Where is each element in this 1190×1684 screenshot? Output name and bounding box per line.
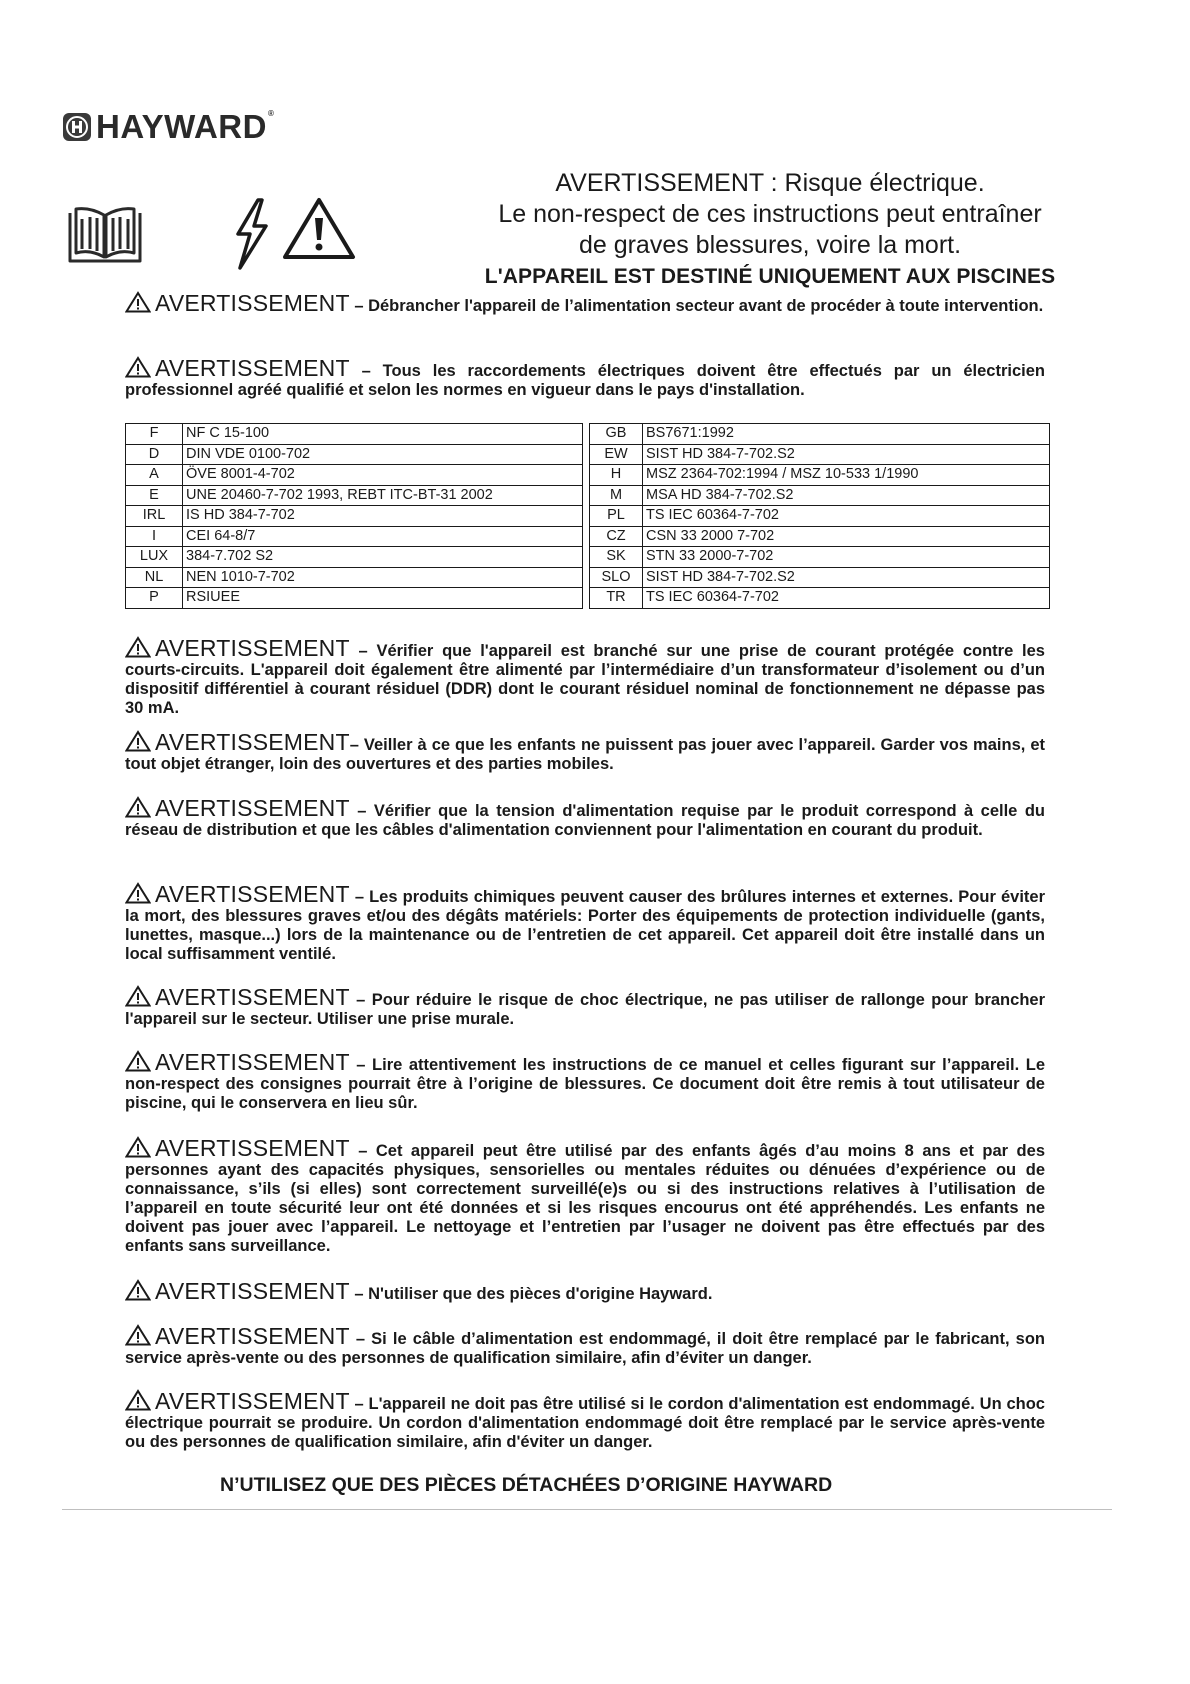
warning-1 — [125, 636, 1045, 718]
warning-icon — [125, 291, 151, 313]
header-line-1: AVERTISSEMENT : Risque électrique. — [555, 169, 985, 197]
table-gap — [583, 588, 590, 609]
warning-icon — [125, 882, 151, 904]
country-code-cell: SK — [590, 547, 643, 568]
country-code-cell: H — [590, 465, 643, 486]
warning-10 — [125, 1389, 1045, 1452]
warning-text: – Débrancher l'appareil de l’alimentation secteur avant de procéder à toute intervention. — [349, 297, 1044, 315]
standard-cell: NF C 15-100 — [183, 424, 583, 445]
table-gap — [583, 526, 590, 547]
warning-5 — [125, 985, 1045, 1029]
warning-icon — [125, 1050, 151, 1072]
warning-text: – Lire attentivement les instructions de ce manuel et celles figurant sur l’appareil. Le non-respect des consignes pourrait être à l’origine de blessures. Ce document doit être remis à tout utilisateur de piscine, qui le conservera en lieu sûr. — [125, 1056, 1045, 1112]
warning-text: – Les produits chimiques peuvent causer des brûlures internes et externes. Pour éviter la mort, des blessures graves et/ou des dégâts matériels: Porter des équipements de protection individuelle (gants, lunettes, masque...) lors de la maintenance ou de l’entretien de cet appareil. Cet appareil doit être installé dans un local suffisamment ventilé. — [125, 888, 1045, 963]
table-gap — [583, 547, 590, 568]
warning-keyword: AVERTISSEMENT — [155, 795, 350, 821]
standard-cell: NEN 1010-7-702 — [183, 567, 583, 588]
warning-top-1 — [125, 291, 1045, 316]
warning-text: – Pour réduire le risque de choc électrique, ne pas utiliser de rallonge pour brancher l'appareil sur le secteur. Utiliser une prise murale. — [125, 991, 1045, 1028]
table-gap — [583, 424, 590, 445]
warning-keyword: AVERTISSEMENT — [155, 1135, 350, 1161]
warning-keyword: AVERTISSEMENT — [155, 1278, 350, 1304]
standard-cell: TS IEC 60364-7-702 — [643, 588, 1050, 609]
footer-note: N’UTILISEZ QUE DES PIÈCES DÉTACHÉES D’ORIGINE HAYWARD — [220, 1474, 833, 1496]
warning-keyword: AVERTISSEMENT — [155, 355, 350, 381]
country-code-cell: F — [126, 424, 183, 445]
table-row — [126, 506, 1050, 527]
warning-text: – Cet appareil peut être utilisé par des enfants âgés d’au moins 8 ans et par des personnes ayant des capacités physiques, sensorielles ou mentales réduites ou dénuées d’expérience ou de connaissance, s’ils (si elles) sont correctement surveillé(e)s ou si des instructions relatives à l’utilisation de l’appareil en toute sécurité leur ont été données et si les risques encourus ont été appréhendés. Les enfants ne doivent pas jouer avec l’appareil. Le nettoyage et l’entretien par l’usager ne doivent pas être effectués par des enfants sans surveillance. — [125, 1142, 1045, 1255]
warning-icon — [125, 1136, 151, 1158]
book-icon — [66, 205, 144, 267]
standard-cell: MSA HD 384-7-702.S2 — [643, 485, 1050, 506]
warning-7 — [125, 1136, 1045, 1256]
country-code-cell: TR — [590, 588, 643, 609]
warning-text: – Si le câble d’alimentation est endommagé, il doit être remplacé par le fabricant, son service après-vente ou des personnes de qualification similaire, afin d’éviter un danger. — [125, 1330, 1045, 1367]
warning-keyword: AVERTISSEMENT — [155, 1388, 350, 1414]
standard-cell: UNE 20460-7-702 1993, REBT ITC-BT-31 2002 — [183, 485, 583, 506]
warning-icon — [125, 796, 151, 818]
header-subtitle: L'APPAREIL EST DESTINÉ UNIQUEMENT AUX PISCINES — [484, 265, 1056, 288]
warning-keyword: AVERTISSEMENT — [155, 290, 350, 316]
warning-4 — [125, 882, 1045, 964]
lightning-bolt-icon — [232, 198, 272, 272]
standard-cell: RSIUEE — [183, 588, 583, 609]
table-row — [126, 526, 1050, 547]
warning-text: – Vérifier que l'appareil est branché sur une prise de courant protégée contre les courts-circuits. L'appareil doit également être alimenté par l’intermédiaire d’un transformateur d’isolement ou d’un dispositif différentiel à courant résiduel (DDR) dont le courant résiduel nominal de fonctionnement ne dépasse pas 30 mA. — [125, 642, 1045, 717]
warning-icon — [125, 356, 151, 378]
country-code-cell: LUX — [126, 547, 183, 568]
table-row — [126, 485, 1050, 506]
country-code-cell: IRL — [126, 506, 183, 527]
country-code-cell: EW — [590, 444, 643, 465]
header — [420, 168, 1120, 291]
warning-9 — [125, 1324, 1045, 1368]
standard-cell: SIST HD 384-7-702.S2 — [643, 444, 1050, 465]
warning-keyword: AVERTISSEMENT — [155, 1323, 350, 1349]
table-row — [126, 444, 1050, 465]
norms-table — [125, 423, 1050, 609]
warning-icon — [125, 1389, 151, 1411]
table-gap — [583, 567, 590, 588]
warning-text: – Tous les raccordements électriques doivent être effectués par un électricien professionnel agréé qualifié et selon les normes en vigueur dans le pays d'installation. — [125, 362, 1045, 399]
warning-2 — [125, 730, 1045, 774]
table-row — [126, 424, 1050, 445]
table-gap — [583, 444, 590, 465]
table-gap — [583, 465, 590, 486]
warning-icon — [125, 1324, 151, 1346]
warning-text: – L'appareil ne doit pas être utilisé si le cordon d'alimentation est endommagé. Un choc électrique pourrait se produire. Un cordon d'alimentation endommagé doit être remplacé par le service après-vente ou des personnes de qualification similaire, afin d'éviter un danger. — [125, 1395, 1045, 1451]
country-code-cell: P — [126, 588, 183, 609]
warning-top-2 — [125, 356, 1045, 400]
country-code-cell: CZ — [590, 526, 643, 547]
country-code-cell: D — [126, 444, 183, 465]
standard-cell: TS IEC 60364-7-702 — [643, 506, 1050, 527]
standard-cell: STN 33 2000-7-702 — [643, 547, 1050, 568]
table-row — [126, 567, 1050, 588]
country-code-cell: GB — [590, 424, 643, 445]
country-code-cell: A — [126, 465, 183, 486]
country-code-cell: PL — [590, 506, 643, 527]
standard-cell: MSZ 2364-702:1994 / MSZ 10-533 1/1990 — [643, 465, 1050, 486]
table-row — [126, 588, 1050, 609]
page-divider — [62, 1509, 1112, 1510]
warning-keyword: AVERTISSEMENT — [155, 984, 350, 1010]
brand-name: HAYWARD® — [96, 108, 275, 145]
country-code-cell: SLO — [590, 567, 643, 588]
warning-icon — [125, 1279, 151, 1301]
warning-icon — [125, 985, 151, 1007]
standard-cell: CEI 64-8/7 — [183, 526, 583, 547]
warning-keyword: AVERTISSEMENT — [155, 635, 350, 661]
country-code-cell: M — [590, 485, 643, 506]
table-row — [126, 547, 1050, 568]
standard-cell: ÖVE 8001-4-702 — [183, 465, 583, 486]
warning-keyword: AVERTISSEMENT — [155, 729, 350, 755]
hayward-logo — [62, 110, 274, 143]
warning-text: – Vérifier que la tension d'alimentation requise par le produit correspond à celle du réseau de distribution et que les câbles d'alimentation conviennent pour l'alimentation en courant du produit. — [125, 802, 1045, 839]
warning-8 — [125, 1279, 1045, 1304]
country-code-cell: I — [126, 526, 183, 547]
header-line-2: Le non-respect de ces instructions peut entraîner — [498, 200, 1042, 228]
warning-keyword: AVERTISSEMENT — [155, 1049, 350, 1075]
country-code-cell: E — [126, 485, 183, 506]
header-line-3: de graves blessures, voire la mort. — [578, 231, 962, 259]
warning-icon — [125, 730, 151, 752]
warning-keyword: AVERTISSEMENT — [155, 881, 350, 907]
warning-text: – Veiller à ce que les enfants ne puissent pas jouer avec l’appareil. Garder vos mains, et tout objet étranger, loin des ouvertures et des parties mobiles. — [125, 736, 1045, 773]
standard-cell: IS HD 384-7-702 — [183, 506, 583, 527]
warning-icon — [125, 636, 151, 658]
warning-triangle-icon — [282, 196, 356, 260]
standard-cell: 384-7.702 S2 — [183, 547, 583, 568]
standard-cell: CSN 33 2000 7-702 — [643, 526, 1050, 547]
standard-cell: BS7671:1992 — [643, 424, 1050, 445]
country-code-cell: NL — [126, 567, 183, 588]
hayward-logo-icon — [62, 112, 92, 142]
warning-3 — [125, 796, 1045, 840]
table-row — [126, 465, 1050, 486]
warning-6 — [125, 1050, 1045, 1113]
standard-cell: DIN VDE 0100-702 — [183, 444, 583, 465]
table-gap — [583, 485, 590, 506]
standard-cell: SIST HD 384-7-702.S2 — [643, 567, 1050, 588]
warning-text: – N'utiliser que des pièces d'origine Hayward. — [349, 1285, 713, 1303]
table-gap — [583, 506, 590, 527]
